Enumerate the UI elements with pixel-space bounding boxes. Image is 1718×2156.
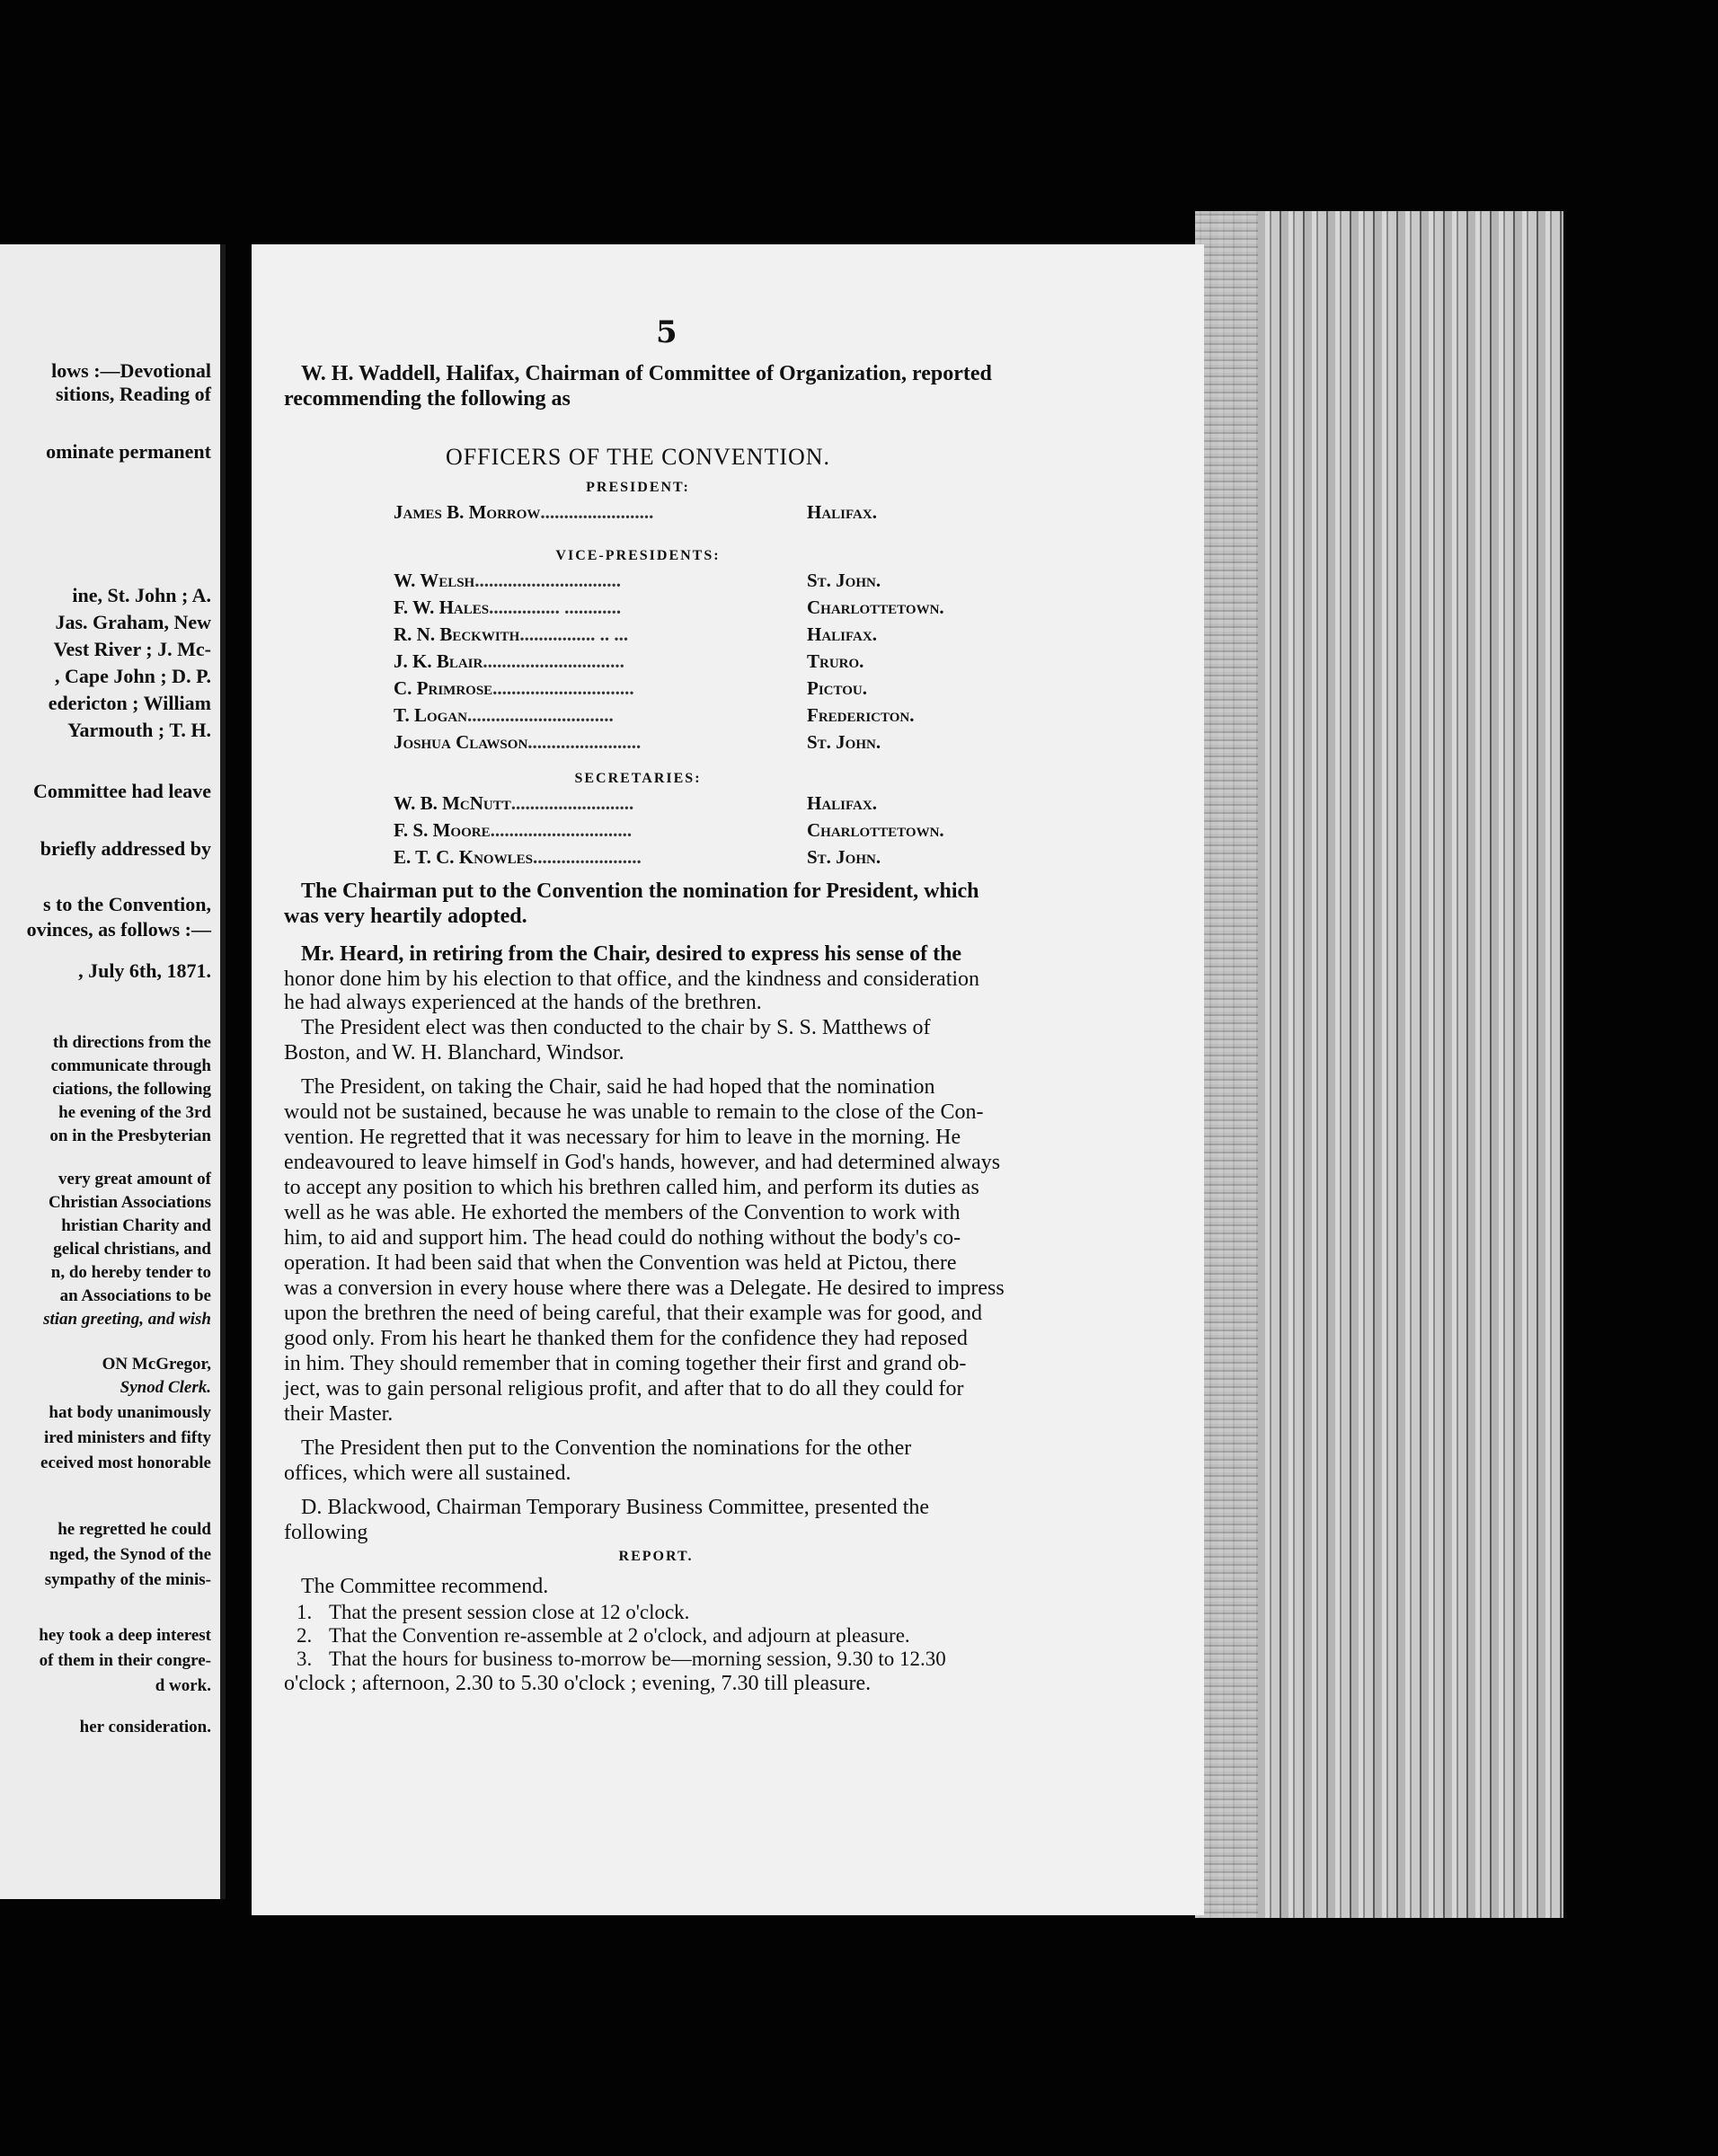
officer-row-vice-president: [394, 650, 1041, 673]
report-item-text: That the present session close at 12 o'clock.: [329, 1601, 690, 1623]
left-text-line: gelical christians, and: [53, 1240, 211, 1259]
leader-dots: ........................: [540, 501, 654, 523]
body-line: The President then put to the Convention the nominations for the other: [301, 1436, 912, 1460]
officer-name: F. S. Moore: [394, 819, 491, 841]
leader-dots: ..............................: [492, 677, 634, 699]
officer-place: St. John.: [807, 731, 881, 753]
officer-place: Halifax.: [807, 792, 877, 814]
left-text-line: hristian Charity and: [61, 1216, 211, 1235]
body-line: ject, was to gain personal religious profit, and after that to do all they could for: [284, 1377, 964, 1401]
body-line: Mr. Heard, in retiring from the Chair, desired to express his sense of the: [301, 942, 962, 966]
body-line: was a conversion in every house where there was a Delegate. He desired to impress: [284, 1277, 1005, 1300]
officer-row-vice-president: [394, 704, 1041, 727]
officer-name: F. W. Hales: [394, 596, 490, 618]
left-text-line: Vest River ; J. Mc-: [53, 638, 211, 660]
left-text-line: he evening of the 3rd: [58, 1103, 211, 1122]
body-line: operation. It had been said that when the Convention was held at Pictou, there: [284, 1251, 957, 1275]
report-intro: The Committee recommend.: [301, 1575, 549, 1598]
officer-place: Pictou.: [807, 677, 867, 699]
officer-row-secretary: [394, 819, 1041, 842]
leader-dots: ............... ............: [489, 596, 622, 618]
body-line: The Chairman put to the Convention the nomination for President, which: [301, 879, 979, 903]
left-text-line: Committee had leave: [33, 780, 211, 802]
body-line: D. Blackwood, Chairman Temporary Business Committee, presented the: [301, 1496, 930, 1519]
left-text-line: stian greeting, and wish: [43, 1310, 211, 1329]
left-text-line: ired ministers and fifty: [44, 1428, 211, 1447]
left-text-line: ominate permanent: [46, 440, 211, 463]
officer-name: James B. Morrow: [394, 501, 541, 523]
body-line: Boston, and W. H. Blanchard, Windsor.: [284, 1041, 624, 1065]
body-line: good only. From his heart he thanked them for the confidence they had reposed: [284, 1327, 968, 1350]
left-text-line: Synod Clerk.: [120, 1378, 211, 1397]
intro-line: W. H. Waddell, Halifax, Chairman of Committee of Organization, reported: [301, 362, 992, 385]
left-text-line: lows :—Devotional: [51, 359, 211, 382]
report-item-continuation: o'clock ; afternoon, 2.30 to 5.30 o'clock ; evening, 7.30 till pleasure.: [284, 1672, 872, 1695]
left-text-line: Christian Associations: [48, 1193, 211, 1212]
left-text-line: communicate through: [50, 1056, 211, 1075]
left-text-line: , Cape John ; D. P.: [55, 665, 211, 687]
left-text-line: nged, the Synod of the: [49, 1545, 211, 1564]
left-text-line: edericton ; William: [48, 692, 211, 714]
left-text-line: Jas. Graham, New: [55, 611, 211, 633]
left-text-line: hat body unanimously: [49, 1403, 211, 1422]
body-line: endeavoured to leave himself in God's hands, however, and had determined always: [284, 1151, 1001, 1174]
main-page: [252, 244, 1204, 1915]
report-item-number: 3.: [297, 1648, 313, 1670]
officer-row-vice-president: [394, 677, 1041, 700]
left-text-line: sympathy of the minis-: [44, 1570, 211, 1589]
vice-presidents-label: VICE-PRESIDENTS:: [555, 548, 721, 563]
officer-name: C. Primrose: [394, 677, 493, 699]
page-number: 5: [656, 314, 677, 350]
report-item: [297, 1648, 946, 1671]
officer-row-president: [394, 501, 1041, 524]
officer-place: Charlottetown.: [807, 819, 944, 841]
left-text-line: ON McGregor,: [102, 1355, 211, 1374]
officer-name: W. B. McNutt: [394, 792, 511, 814]
left-text-line: of them in their congre-: [39, 1651, 211, 1670]
officer-row-vice-president: [394, 731, 1041, 754]
leader-dots: ..............................: [483, 650, 624, 672]
leader-dots: ...............................: [466, 704, 614, 726]
officers-heading: OFFICERS OF THE CONVENTION.: [445, 444, 831, 470]
left-text-line: , July 6th, 1871.: [78, 959, 211, 982]
body-line: offices, which were all sustained.: [284, 1462, 571, 1485]
secretaries-label: SECRETARIES:: [574, 771, 702, 786]
officer-place: Fredericton.: [807, 704, 915, 726]
body-line: him, to aid and support him. The head could do nothing without the body's co-: [284, 1226, 961, 1250]
officer-row-vice-president: [394, 623, 1041, 646]
left-text-line: briefly addressed by: [40, 837, 211, 860]
officer-place: Halifax.: [807, 623, 877, 645]
book-page-edge-shading: [1195, 211, 1258, 1918]
officer-name: J. K. Blair: [394, 650, 483, 672]
body-line: he had always experienced at the hands of the brethren.: [284, 991, 762, 1014]
body-line: in him. They should remember that in coming together their first and grand ob-: [284, 1352, 967, 1375]
left-text-line: Yarmouth ; T. H.: [67, 719, 211, 741]
report-label: REPORT.: [618, 1549, 694, 1564]
intro-line: recommending the following as: [284, 387, 571, 411]
body-line: to accept any position to which his brethren called him, and perform its duties as: [284, 1176, 979, 1199]
report-item-number: 2.: [297, 1624, 313, 1647]
officer-name: R. N. Beckwith: [394, 623, 520, 645]
officer-name: Joshua Clawson: [394, 731, 528, 753]
left-text-line: ine, St. John ; A.: [72, 584, 211, 606]
report-item-number: 1.: [297, 1601, 313, 1623]
left-text-line: very great amount of: [58, 1170, 211, 1188]
leader-dots: ..........................: [510, 792, 634, 814]
report-item-text: That the Convention re-assemble at 2 o'clock, and adjourn at pleasure.: [329, 1624, 910, 1647]
officer-name: W. Welsh: [394, 570, 475, 591]
left-text-line: s to the Convention,: [42, 893, 211, 915]
left-facing-page: [0, 244, 226, 1899]
body-line: The President, on taking the Chair, said he had hoped that the nomination: [301, 1075, 935, 1099]
leader-dots: ........................: [527, 731, 642, 753]
officer-name: T. Logan: [394, 704, 467, 726]
officer-place: St. John.: [807, 570, 881, 591]
body-line: The President elect was then conducted to the chair by S. S. Matthews of: [301, 1016, 931, 1039]
body-line: upon the brethren the need of being careful, that their example was for good, and: [284, 1302, 983, 1325]
body-line: was very heartily adopted.: [284, 905, 527, 928]
leader-dots: ................ .. ...: [519, 623, 629, 645]
left-text-line: an Associations to be: [59, 1286, 211, 1305]
officer-row-secretary: [394, 846, 1041, 869]
left-text-line: on in the Presbyterian: [49, 1127, 211, 1145]
left-text-line: ciations, the following: [52, 1080, 211, 1099]
officer-row-vice-president: [394, 596, 1041, 619]
body-line: honor done him by his election to that office, and the kindness and consideration: [284, 968, 980, 991]
body-line: vention. He regretted that it was necessary for him to leave in the morning. He: [284, 1126, 961, 1149]
report-item-text: That the hours for business to-morrow be—morning session, 9.30 to 12.30: [329, 1648, 946, 1670]
officer-row-vice-president: [394, 570, 1041, 592]
report-item: [297, 1624, 910, 1648]
officer-name: E. T. C. Knowles: [394, 846, 533, 868]
president-label: PRESIDENT:: [586, 480, 690, 495]
body-line: well as he was able. He exhorted the members of the Convention to work with: [284, 1201, 961, 1224]
left-text-line: eceived most honorable: [40, 1454, 211, 1472]
body-line: their Master.: [284, 1402, 394, 1426]
left-text-line: he regretted he could: [58, 1520, 211, 1539]
left-text-line: her consideration.: [79, 1718, 211, 1736]
officer-place: St. John.: [807, 846, 881, 868]
body-line: would not be sustained, because he was unable to remain to the close of the Con-: [284, 1100, 984, 1124]
leader-dots: ...............................: [474, 570, 621, 591]
body-line: following: [284, 1521, 368, 1544]
leader-dots: .......................: [532, 846, 642, 868]
left-text-line: d work.: [155, 1676, 211, 1695]
report-item: [297, 1601, 689, 1624]
left-text-line: ovinces, as follows :—: [26, 918, 211, 941]
left-text-line: hey took a deep interest: [39, 1626, 211, 1645]
left-text-line: sitions, Reading of: [56, 383, 211, 405]
left-text-line: th directions from the: [52, 1033, 211, 1052]
leader-dots: ..............................: [490, 819, 633, 841]
officer-place: Charlottetown.: [807, 596, 944, 618]
left-text-line: n, do hereby tender to: [50, 1263, 211, 1282]
officer-place: Halifax.: [807, 501, 877, 523]
officer-place: Truro.: [807, 650, 864, 672]
officer-row-secretary: [394, 792, 1041, 815]
